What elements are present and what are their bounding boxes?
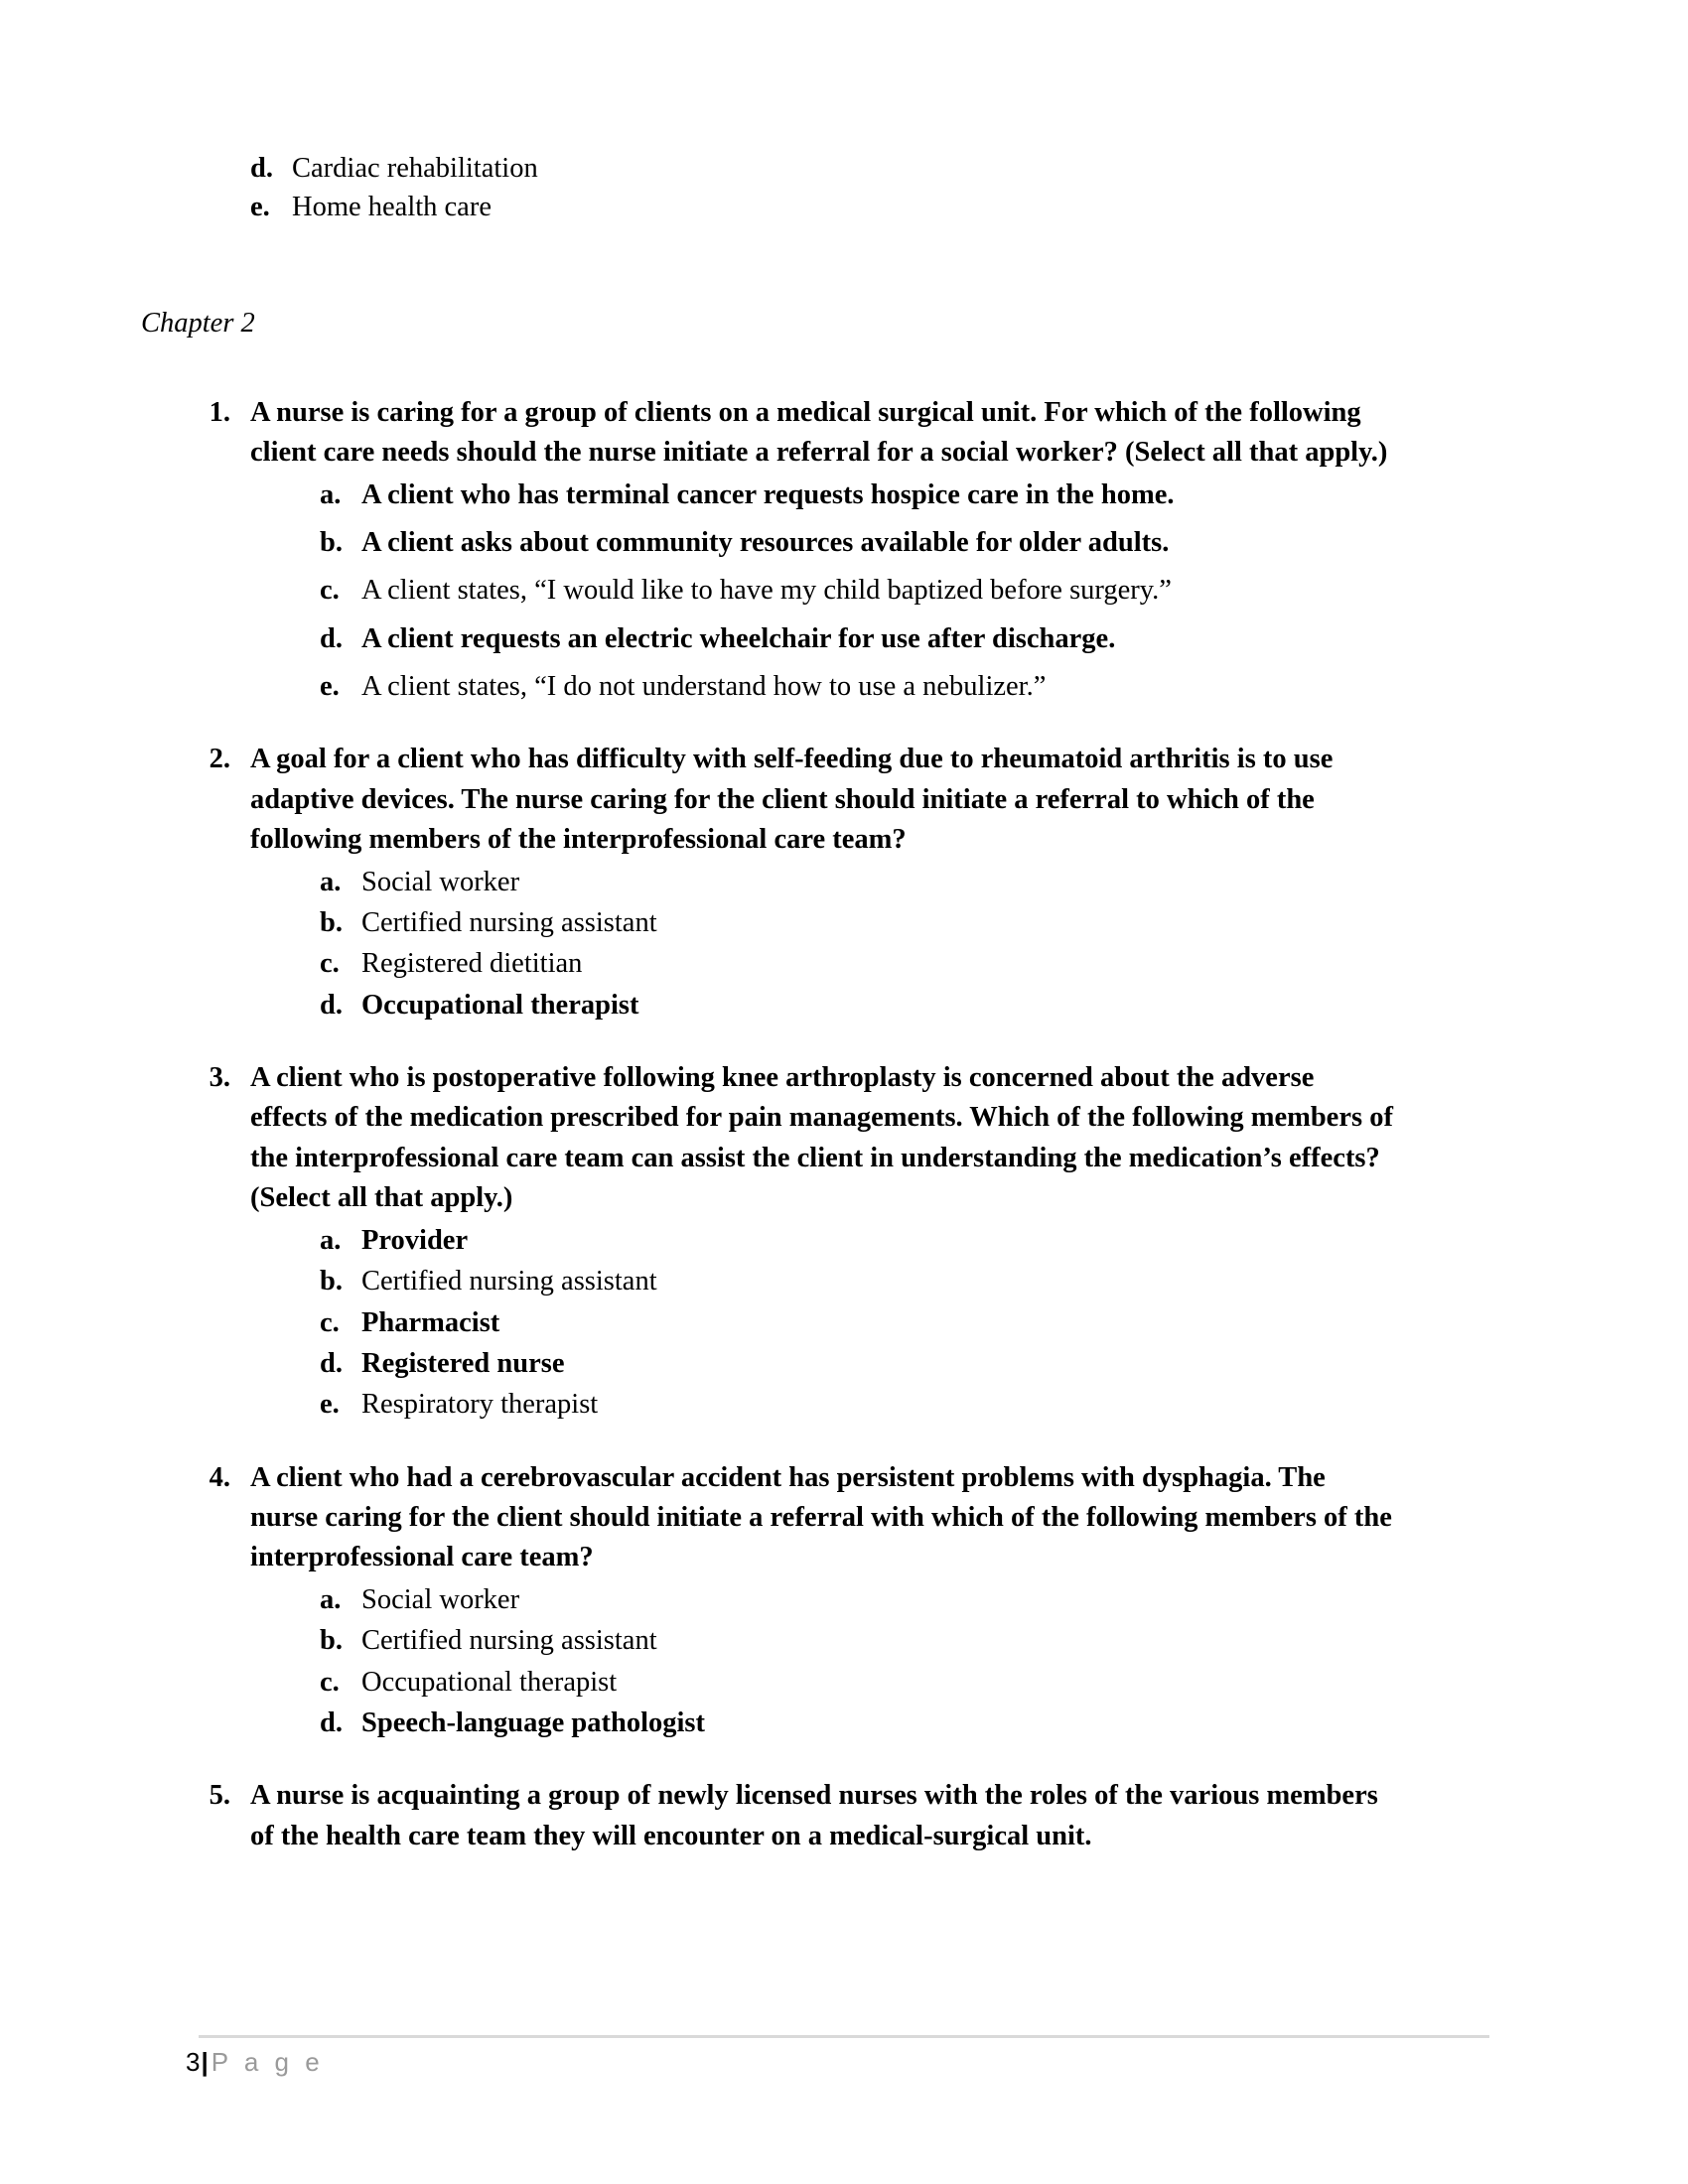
option-text: Cardiac rehabilitation <box>292 153 538 184</box>
list-item <box>199 944 1489 983</box>
list-item <box>199 188 1489 226</box>
option-marker: c. <box>320 1306 340 1338</box>
option-marker: a. <box>320 478 342 510</box>
option-marker: b. <box>320 1625 343 1657</box>
list-item <box>199 571 1489 610</box>
question-list <box>199 393 1489 1856</box>
option-marker: e. <box>320 670 340 702</box>
question-item <box>199 1058 1489 1425</box>
page-number: 3 <box>186 2047 202 2077</box>
option-marker: c. <box>320 948 340 980</box>
question-head <box>199 1776 1489 1856</box>
option-text: Respiratory therapist <box>361 1389 599 1421</box>
option-text: A client requests an electric wheelchair for use after discharge. <box>361 622 1116 654</box>
question-head <box>199 740 1489 860</box>
option-marker: d. <box>250 153 273 184</box>
question-number: 2. <box>209 744 230 775</box>
question-number: 1. <box>209 396 230 428</box>
page-number-separator: | <box>201 2047 211 2077</box>
option-text: Home health care <box>292 192 492 223</box>
question-stem: A nurse is caring for a group of clients on a medical surgical unit. For which of the following client care needs should the nurse initiate a referral for a social worker? (Select all that apply.) <box>250 396 1388 469</box>
page-footer <box>0 1995 1688 2184</box>
option-text: A client who has terminal cancer requests hospice care in the home. <box>361 478 1175 510</box>
option-text: Certified nursing assistant <box>361 1266 657 1297</box>
list-item <box>199 1303 1489 1342</box>
list-item <box>199 986 1489 1024</box>
list-item <box>199 903 1489 942</box>
option-text: Speech-language pathologist <box>361 1706 705 1738</box>
list-item <box>199 1262 1489 1300</box>
option-marker: e. <box>320 1389 340 1421</box>
option-text: Occupational therapist <box>361 1666 618 1698</box>
list-item <box>199 619 1489 658</box>
option-text: Pharmacist <box>361 1306 500 1338</box>
option-list <box>199 1221 1489 1425</box>
option-text: Certified nursing assistant <box>361 907 657 939</box>
question-head <box>199 1458 1489 1578</box>
list-item <box>199 1621 1489 1660</box>
list-item <box>199 1221 1489 1260</box>
page-number-label <box>186 2047 324 2078</box>
option-text: A client states, “I would like to have my child baptized before surgery.” <box>361 575 1172 607</box>
option-marker: c. <box>320 575 340 607</box>
question-stem: A client who had a cerebrovascular accident has persistent problems with dysphagia. The nurse caring for the client should initiate a referral with which of the following members of the interprofessional care team? <box>250 1461 1392 1573</box>
option-text: Provider <box>361 1224 469 1256</box>
question-stem: A client who is postoperative following knee arthroplasty is concerned about the adverse effects of the medication prescribed for pain managements. Which of the following members of the interprofessional care team can assist the client in understanding the medication’s effects? (Select all that apply.) <box>250 1062 1393 1214</box>
question-number: 5. <box>209 1780 230 1812</box>
option-marker: b. <box>320 1266 343 1297</box>
option-text: Registered dietitian <box>361 948 583 980</box>
option-list <box>199 1580 1489 1742</box>
option-marker: a. <box>320 866 342 897</box>
option-text: A client states, “I do not understand how to use a nebulizer.” <box>361 670 1047 702</box>
question-item <box>199 740 1489 1024</box>
list-item <box>199 476 1489 514</box>
option-marker: a. <box>320 1583 342 1615</box>
option-text: Social worker <box>361 866 520 897</box>
chapter-heading: Chapter 2 <box>141 307 255 339</box>
option-marker: b. <box>320 526 343 558</box>
option-text: Occupational therapist <box>361 989 639 1021</box>
question-number: 4. <box>209 1461 230 1493</box>
question-item <box>199 1458 1489 1743</box>
question-number: 3. <box>209 1062 230 1093</box>
page-word: P a g e <box>211 2047 325 2077</box>
option-marker: d. <box>320 622 343 654</box>
option-marker: d. <box>320 1347 343 1379</box>
list-item <box>199 1344 1489 1383</box>
option-text: Certified nursing assistant <box>361 1625 657 1657</box>
list-item <box>199 1704 1489 1742</box>
question-head <box>199 393 1489 474</box>
question-stem: A nurse is acquainting a group of newly licensed nurses with the roles of the various members of the health care team they will encounter on a medical-surgical unit. <box>250 1780 1378 1851</box>
question-stem: A goal for a client who has difficulty with self-feeding due to rheumatoid arthritis is to use adaptive devices. The nurse caring for the client should initiate a referral to which of the following members of the interprofessional care team? <box>250 744 1334 856</box>
option-marker: d. <box>320 1706 343 1738</box>
option-text: Registered nurse <box>361 1347 565 1379</box>
question-head <box>199 1058 1489 1219</box>
option-text: A client asks about community resources available for older adults. <box>361 526 1170 558</box>
question-item <box>199 1776 1489 1856</box>
option-marker: e. <box>250 192 270 223</box>
question-item <box>199 393 1489 707</box>
footer-divider <box>199 2035 1489 2038</box>
list-item <box>199 1580 1489 1619</box>
option-text: Social worker <box>361 1583 520 1615</box>
option-marker: d. <box>320 989 343 1021</box>
list-item <box>199 149 1489 188</box>
list-item <box>199 667 1489 706</box>
list-item <box>199 1663 1489 1702</box>
option-list <box>199 863 1489 1024</box>
list-item <box>199 1385 1489 1424</box>
option-marker: a. <box>320 1224 342 1256</box>
option-marker: c. <box>320 1666 340 1698</box>
list-item <box>199 863 1489 901</box>
option-marker: b. <box>320 907 343 939</box>
carryover-option-list <box>199 149 1489 227</box>
option-list <box>199 476 1489 707</box>
list-item <box>199 523 1489 562</box>
